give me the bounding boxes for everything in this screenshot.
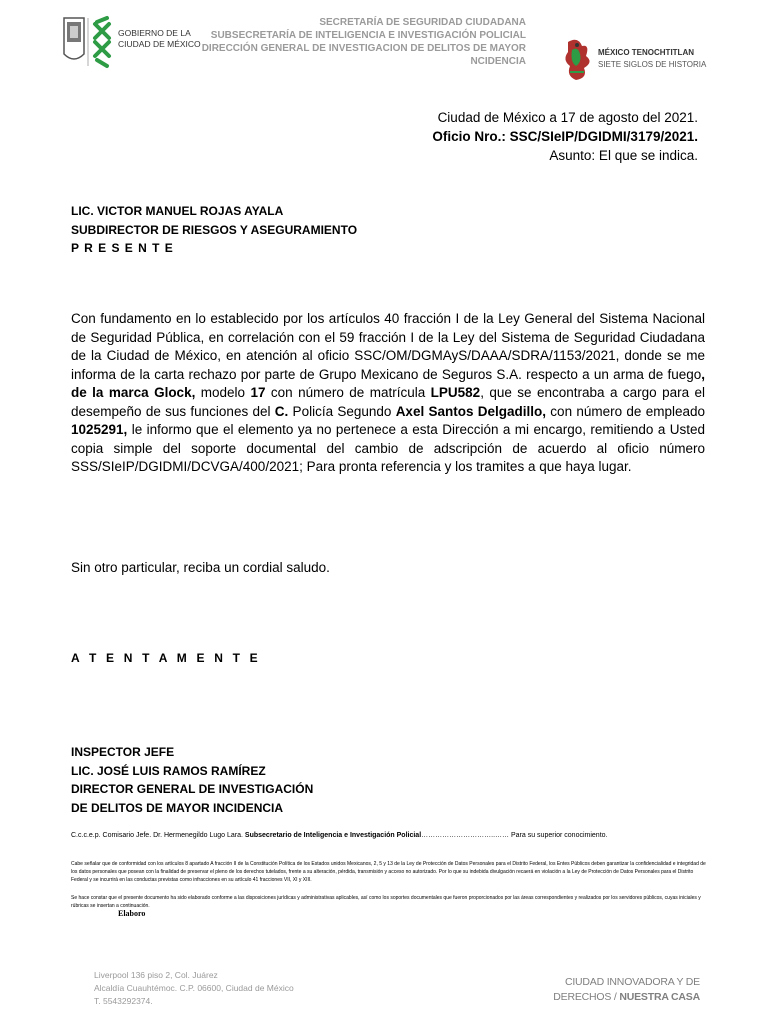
date-reference-block (380, 108, 698, 165)
header-line-3: DIRECCIÓN GENERAL DE INVESTIGACION DE DELITOS DE MAYOR NCIDENCIA (201, 43, 526, 67)
weapon-brand: Glock, (154, 385, 196, 400)
elaboration-notice: Se hace constar que el presente documento ha sido elaborado conforme a las disposiciones jurídicas y administrativas aplicables, así como los soportes documentales que fueron proporcionados por las áreas correspondientes y realizados por los servidores públicos, cuyas iniciales y rúbricas se insertan a continuación. (71, 895, 701, 909)
signer-rank: INSPECTOR JEFE (71, 745, 175, 759)
mexico-tenochtitlan-logo (560, 36, 710, 84)
institution-header (190, 16, 526, 68)
oficio-number: Oficio Nro.: SSC/SIeIP/DGIDMI/3179/2021. (432, 129, 698, 144)
header-line-2: SUBSECRETARÍA DE INTELIGENCIA E INVESTIGACIÓN POLICIAL (210, 30, 526, 41)
signer-name: LIC. JOSÉ LUIS RAMOS RAMÍREZ (71, 763, 266, 778)
eagle-emblem-icon (565, 40, 589, 80)
footer-phone: T. 5543292374. (94, 996, 153, 1006)
addressee-name: LIC. VICTOR MANUEL ROJAS AYALA (71, 204, 284, 218)
slogan-line-2b: NUESTRA CASA (619, 991, 700, 1003)
body-text-7: con número de empleado (546, 403, 705, 419)
logo-left-line1: GOBIERNO DE LA (118, 28, 191, 38)
logo-right-line1: MÉXICO TENOCHTITLAN (598, 48, 694, 57)
addressee-block (71, 202, 357, 258)
body-text-2: , de la marca (71, 366, 705, 400)
body-text-6: Policía Segundo (288, 403, 396, 419)
subject-line: Asunto: El que se indica. (549, 148, 698, 163)
body-text-1: Con fundamento en lo establecido por los artículos 40 fracción I de la Ley General del Sistema Nacional de Seguridad Pública, en correlación con el 59 fracción I de la Ley del Sistema de Seguridad Ciudadana de la Ciudad de México, en atención al oficio SSC/OM/DGMAyS/DAAA/SDRA/1153/2021, donde se me informa de la carta rechazo por parte de Grupo Mexicano de Seguros S.A. respecto a un arma de fuego (71, 311, 705, 382)
footer-address-line-1: Liverpool 136 piso 2, Col. Juárez (94, 970, 218, 980)
place-date: Ciudad de México a 17 de agosto del 2021. (437, 110, 698, 125)
footer-address-line-2: Alcaldía Cuauhtémoc. C.P. 06600, Ciudad de México (94, 983, 294, 993)
logo-right-line2: SIETE SIGLOS DE HISTORIA (598, 60, 707, 69)
signer-title-2: DE DELITOS DE MAYOR INCIDENCIA (71, 800, 284, 815)
body-text-8: le informo que el elemento ya no pertenece a esta Dirección a mi encargo, remitiendo a Usted copia simple del soporte documental del cambio de adscripción de acuerdo al oficio número SSS/SIeIP/DGIDMI/DCVGA/400/2021; Para pronta referencia y los tramites a que haya lugar. (71, 422, 705, 474)
slogan-line-2a: DERECHOS / (553, 991, 620, 1003)
footer-slogan (500, 975, 700, 1005)
body-text-3: modelo (195, 385, 251, 400)
logo-left-line2: CIUDAD DE MÉXICO (118, 39, 201, 49)
atentamente-label: A T E N T A M E N T E (71, 651, 261, 665)
ccp-line (71, 832, 711, 839)
footer-address (94, 969, 294, 1008)
privacy-notice: Cabe señalar que de conformidad con los artículos 8 apartado A fracción II de la Constitución Política de los Estados unidos Mexicanos, 2, 5 y 13 de la Ley de Protección de Datos Personales para el Distrito Federal, los Entes Públicos deben garantizar la confidencialidad e integridad de los datos personales que posean con la finalidad de preservar el pleno de los derechos tutelados, frente a su alteración, pérdida, transmisión y acceso no autorizado. Por lo que su indebida divulgación recaerá en violación a la Ley de Protección de Datos Personales para el Distrito Federal y se incurrirá en las conductas previstas como infracciones en su artículo 41 fracciones VII, XI y XIII. (71, 861, 706, 883)
signer-title-1: DIRECTOR GENERAL DE INVESTIGACIÓN (71, 782, 314, 796)
ccp-suffix: …………………………..…… Para su superior conocimiento. (421, 832, 608, 839)
signature-block (71, 743, 313, 817)
slogan-line-1: CIUDAD INNOVADORA Y DE (564, 976, 700, 988)
officer-name: Axel Santos Delgadillo, (395, 403, 547, 419)
body-text-4: con número de matrícula (265, 385, 431, 400)
ccp-recipient: Subsecretario de Inteligencia e Investigación Policial (244, 832, 422, 839)
addressee-title: SUBDIRECTOR DE RIESGOS Y ASEGURAMIENTO (71, 222, 358, 237)
elaboro-label: Elaboro (118, 909, 146, 918)
body-text-5: , que se encontraba a cargo para el desempeño de sus funciones del (71, 385, 706, 419)
weapon-model: 17 (250, 385, 266, 400)
cdmx-government-logo (62, 14, 201, 70)
header-line-1: SECRETARÍA DE SEGURIDAD CIUDADANA (319, 17, 526, 28)
weapon-serial: LPU582 (430, 385, 481, 400)
ccp-prefix: C.c.c.e.p. Comisario Jefe. Dr. Hermenegildo Lugo Lara. (71, 832, 245, 839)
rank-prefix: C. (274, 403, 289, 419)
presente-label: P R E S E N T E (71, 241, 174, 255)
body-paragraph (71, 310, 705, 477)
employee-number: 1025291, (71, 422, 128, 437)
closing-line: Sin otro particular, reciba un cordial saludo. (71, 560, 330, 575)
